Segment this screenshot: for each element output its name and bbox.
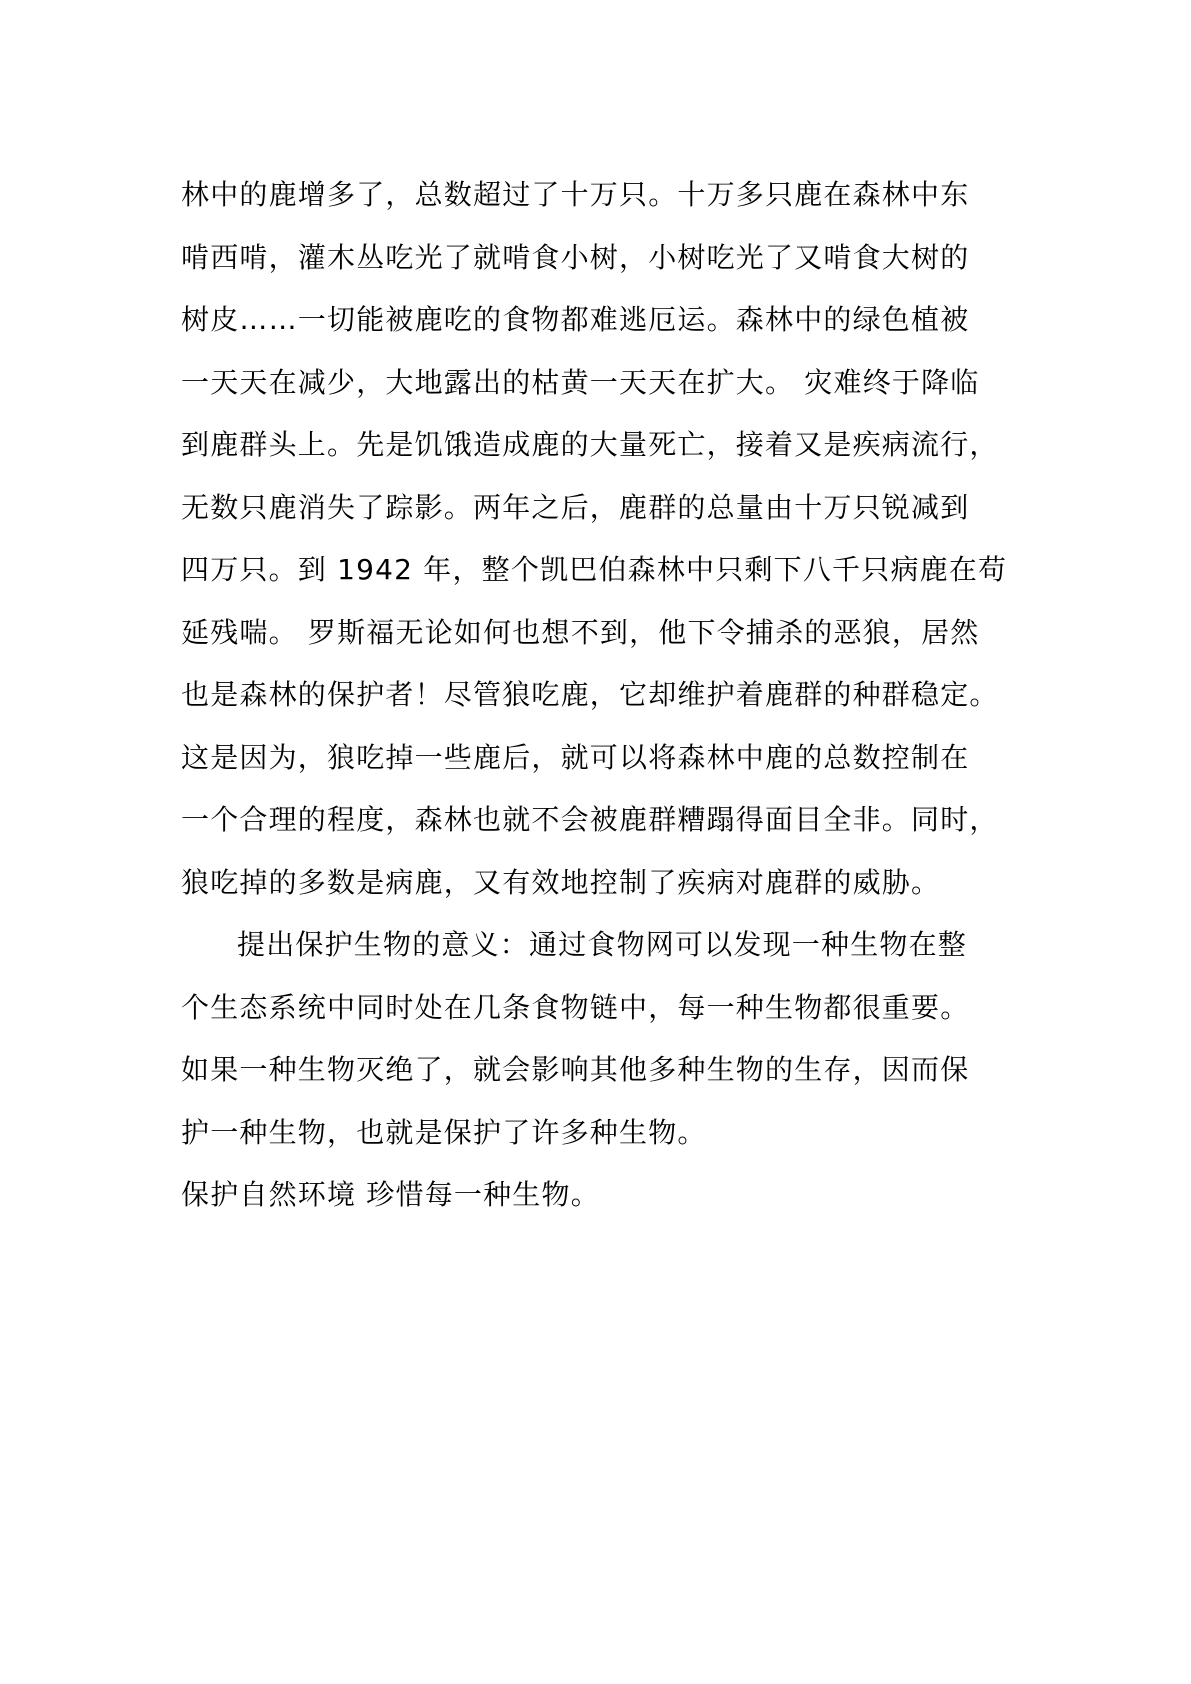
text-line: 护一种生物，也就是保护了许多种生物。 [181,1115,707,1149]
text-line: 啃西啃，灌木丛吃光了就啃食小树，小树吃光了又啃食大树的 [181,240,970,274]
text-line: 无数只鹿消失了踪影。两年之后，鹿群的总量由十万只锐减到 [181,490,970,524]
document-body [181,164,1021,1227]
text-line: 延残喘。 罗斯福无论如何也想不到，他下令捕杀的恶狼，居然 [181,615,980,649]
text-line: 四万只。到 1942 年，整个凯巴伯森林中只剩下八千只病鹿在苟 [181,553,1008,586]
text-line: 一个合理的程度，森林也就不会被鹿群糟蹋得面目全非。同时， [181,803,999,836]
text-line: 如果一种生物灭绝了，就会影响其他多种生物的生存，因而保 [181,1053,970,1086]
text-line: 个生态系统中同时处在几条食物链中，每一种生物都很重要。 [181,990,970,1024]
text-line: 林中的鹿增多了，总数超过了十万只。十万多只鹿在森林中东 [181,178,970,211]
paragraph-first-line: 提出保护生物的意义：通过食物网可以发现一种生物在整 [237,928,968,961]
text-line: 这是因为，狼吃掉一些鹿后，就可以将森林中鹿的总数控制在 [181,740,970,774]
text-line: 树皮……一切能被鹿吃的食物都难逃厄运。森林中的绿色植被 [181,303,970,336]
text-line: 也是森林的保护者！尽管狼吃鹿，它却维护着鹿群的种群稳定。 [181,678,999,711]
text-line: 狼吃掉的多数是病鹿，又有效地控制了疾病对鹿群的威胁。 [181,865,941,899]
text-line: 到鹿群头上。先是饥饿造成鹿的大量死亡，接着又是疾病流行， [181,428,999,461]
text-line: 一天天在减少，大地露出的枯黄一天天在扩大。 灾难终于降临 [181,365,980,399]
closing-line: 保护自然环境 珍惜每一种生物。 [181,1178,600,1211]
